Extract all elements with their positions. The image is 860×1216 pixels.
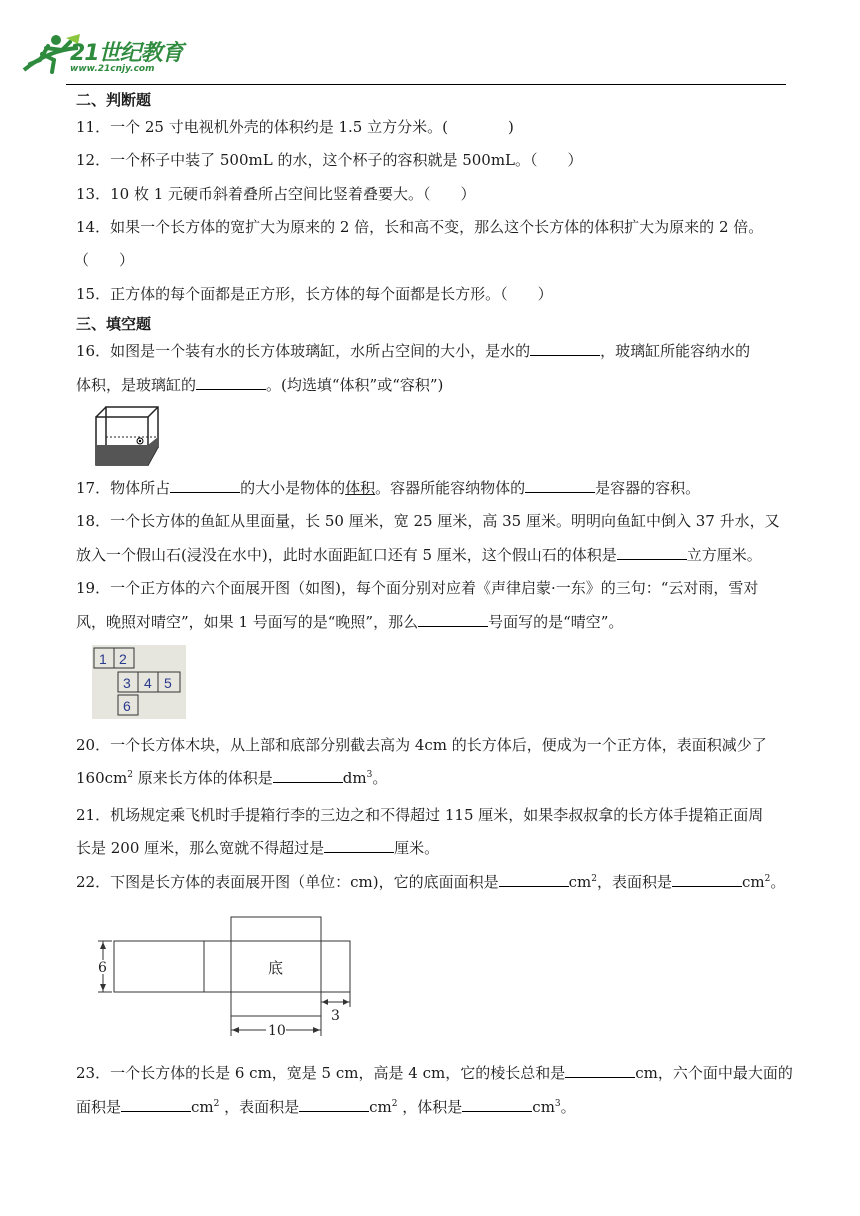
q16-text-a: 16．如图是一个装有水的长方体玻璃缸，水所占空间的大小，是水的 [76,342,531,360]
q20-text-a: 160cm [76,769,128,787]
cube-face-1: 1 [99,651,107,667]
question-16-line1 [76,341,750,361]
q22-text-c: 。 [770,873,786,891]
question-14-line1: 14．如果一个长方体的宽扩大为原来的 2 倍，长和高不变，那么这个长方体的体积扩大为原来的 2 倍。 [76,218,764,236]
answer-blank[interactable] [617,545,687,560]
q21-text-a: 长是 200 厘米，那么宽就不得超过是 [76,839,325,857]
answer-blank[interactable] [672,872,742,887]
question-20-line1: 20．一个长方体木块，从上部和底部分别截去高为 4cm 的长方体后，便成为一个正方体，表面积减少了 [76,736,767,754]
cube-face-3: 3 [123,675,131,691]
question-12: 12．一个杯子中装了 500mL 的水，这个杯子的容积就是 500mL。（ ） [76,151,583,169]
question-20-line2 [76,768,387,788]
question-11 [76,117,514,137]
superscript: 3 [366,770,373,780]
question-21-line1: 21．机场规定乘飞机时手提箱行李的三边之和不得超过 115 厘米，如果李叔叔拿的长方体手提箱正面周 [76,806,764,824]
cube-net-figure [92,645,186,719]
answer-blank[interactable] [418,612,488,627]
answer-blank[interactable] [530,341,600,356]
superscript: 2 [127,770,133,780]
question-22 [76,872,785,892]
dim-length: 10 [268,1023,286,1039]
question-15: 15．正方体的每个面都是正方形，长方体的每个面都是长方形。（ ） [76,285,553,303]
question-16-line2 [76,375,443,395]
q22-text-b: ，表面积是 [596,873,672,891]
logo-text: 21世纪教育 [70,41,183,66]
q23-text-b: cm，六个面中最大面的 [635,1064,793,1082]
q16-text-d: 。(均选填“体积”或“容积”) [266,376,444,394]
q18-text-a: 放入一个假山石(浸没在水中)，此时水面距缸口还有 5 厘米，这个假山石的体积是 [76,546,617,564]
answer-blank[interactable] [196,375,266,390]
q17-underlined: 体积 [345,479,376,497]
answer-blank[interactable] [525,478,595,493]
question-17 [76,478,700,498]
cube-face-6: 6 [123,698,131,714]
q23-unit-b: cm [369,1098,392,1116]
question-19-line1: 19．一个正方体的六个面展开图（如图)，每个面分别对应着《声律启蒙·一东》的三句：“云对雨，雪对 [76,579,759,597]
section-title-fill: 三、填空题 [76,315,152,333]
q23-text-f: 。 [560,1098,576,1116]
answer-blank[interactable] [462,1097,532,1112]
q11-end: ) [507,118,514,136]
superscript: 2 [391,1099,398,1109]
question-13: 13．10 枚 1 元硬币斜着叠所占空间比竖着叠要大。（ ） [76,185,476,203]
question-21-line2 [76,838,439,858]
question-18-line2 [76,545,762,565]
answer-blank[interactable] [324,838,394,853]
answer-blank[interactable] [565,1063,635,1078]
question-23-line2 [76,1097,576,1117]
section-title-judge: 二、判断题 [76,91,152,109]
answer-blank[interactable] [499,872,569,887]
q18-text-b: 立方厘米。 [686,546,762,564]
q20-text-c: 。 [372,769,388,787]
answer-blank[interactable] [170,478,240,493]
answer-blank[interactable] [273,768,343,783]
question-23-line1 [76,1063,793,1083]
dim-width: 3 [331,1008,340,1024]
answer-blank[interactable] [121,1097,191,1112]
q16-text-c: 体积，是玻璃缸的 [76,376,197,394]
q23-text-c: 面积是 [76,1098,122,1116]
question-14-line2: （ ） [74,251,135,269]
q19-text-b: 号面写的是“晴空”。 [488,613,624,631]
q17-text-b: 的大小是物体的 [240,479,346,497]
q23-unit-a: cm [191,1098,214,1116]
question-19-line2 [76,612,623,632]
superscript: 2 [591,874,597,884]
q11-text: 11．一个 25 寸电视机外壳的体积约是 1.5 立方分米。( [76,118,448,136]
q19-text-a: 风，晚照对晴空”，如果 1 号面写的是“晚照”，那么 [76,613,419,631]
answer-blank[interactable] [299,1097,369,1112]
q23-text-a: 23．一个长方体的长是 6 cm，宽是 5 cm，高是 4 cm，它的棱长总和是 [76,1064,566,1082]
q17-text-a: 17．物体所占 [76,479,171,497]
cube-face-4: 4 [144,675,152,691]
box-net-figure [94,912,364,1044]
q22-unit-b: cm [741,873,765,891]
q20-text-b: 原来长方体的体积是 [133,769,273,787]
base-face-label: 底 [268,959,284,977]
q23-text-e: ，体积是 [397,1098,463,1116]
q22-unit-a: cm [568,873,592,891]
logo-url: www.21cnjy.com [70,64,155,74]
q17-text-c: 。容器所能容纳物体的 [375,479,526,497]
q23-text-d: ，表面积是 [219,1098,300,1116]
dim-height: 6 [98,960,107,976]
q22-text-a: 22．下图是长方体的表面展开图（单位：cm)，它的底面面积是 [76,873,499,891]
question-18-line1: 18．一个长方体的鱼缸从里面量，长 50 厘米，宽 25 厘米，高 35 厘米。明明向鱼缸中倒入 37 升水，又 [76,512,780,530]
superscript: 2 [213,1099,220,1109]
header-divider [66,84,786,85]
q23-unit-c: cm [532,1098,555,1116]
q16-text-b: ，玻璃缸所能容纳水的 [600,342,751,360]
fish-tank-figure [94,405,164,469]
q20-unit: dm [342,769,367,787]
q17-text-d: 是容器的容积。 [595,479,701,497]
superscript: 3 [554,1099,561,1109]
superscript: 2 [764,874,771,884]
cube-face-2: 2 [119,651,127,667]
q21-text-b: 厘米。 [394,839,440,857]
cube-face-5: 5 [164,675,172,691]
